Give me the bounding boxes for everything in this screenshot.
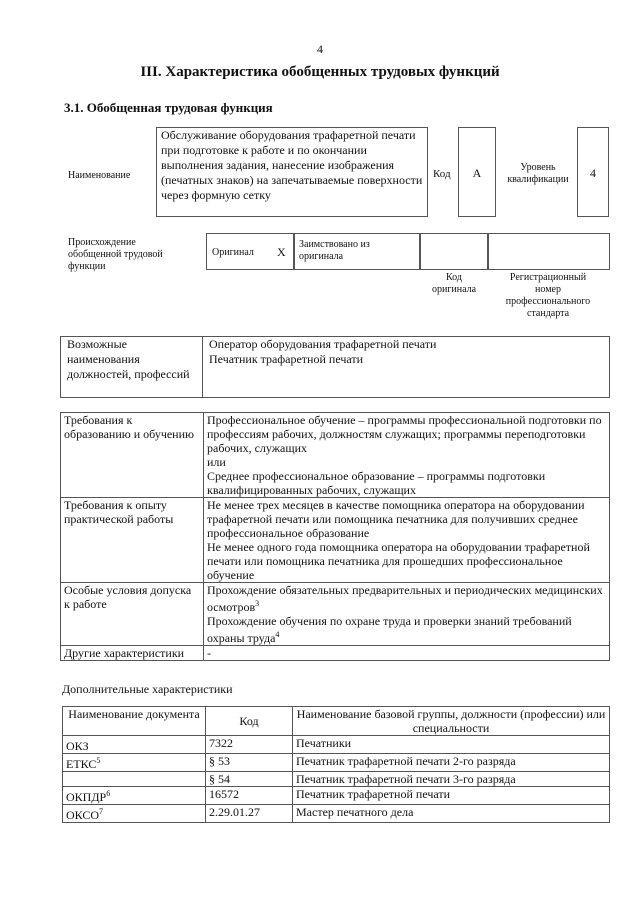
req-line: Профессиональное обучение – программы профессиональной подготовки по профессиям рабочих, должностям служащих; программы переподготовки рабочих, служащих bbox=[207, 413, 602, 455]
req-value bbox=[204, 498, 610, 583]
req-label: Особые условия допуска к работе bbox=[61, 583, 204, 646]
footnote-mark: 3 bbox=[255, 599, 260, 608]
borrowed-cell bbox=[294, 233, 420, 270]
code-value: А bbox=[458, 127, 496, 217]
req-line: Прохождение обязательных предварительных и периодических медицинских осмотров$^3$ bbox=[207, 583, 603, 614]
req-line: Не менее трех месяцев в качестве помощника оператора на оборудовании трафаретной печати или помощника печатника для получивших среднее профессиональное образование bbox=[207, 498, 585, 540]
name-label: Наименование bbox=[68, 170, 131, 181]
table-row bbox=[63, 754, 610, 772]
req-row-experience bbox=[61, 498, 610, 583]
code-cell: § 53 bbox=[206, 754, 293, 772]
original-mark: X bbox=[277, 245, 286, 259]
requirements-table bbox=[60, 412, 610, 661]
position-item: Оператор оборудования трафаретной печати bbox=[209, 337, 437, 351]
req-line: или bbox=[207, 455, 226, 469]
req-value bbox=[204, 583, 610, 646]
original-cell bbox=[206, 233, 294, 270]
doc-cell: ЕТКС$^5$ bbox=[63, 754, 206, 772]
header-name: Наименование базовой группы, должности (профессии) или специальности bbox=[293, 707, 610, 736]
doc-cell: ОКСО$^7$ bbox=[63, 805, 206, 823]
req-line: Прохождение обучения по охране труда и проверки знаний требований охраны труда$^4$ bbox=[207, 614, 572, 645]
original-label: Оригинал bbox=[212, 247, 254, 258]
code-cell: 2.29.01.27 bbox=[206, 805, 293, 823]
header-document: Наименование документа bbox=[63, 707, 206, 736]
section-title: III. Характеристика обобщенных трудовых функций bbox=[140, 64, 500, 80]
doc-cell: ОКЗ bbox=[63, 736, 206, 754]
level-label: Уровень квалификации bbox=[507, 162, 569, 185]
code-cell: § 54 bbox=[206, 772, 293, 787]
reg-number-caption: Регистрационный номер профессионального стандарта bbox=[505, 272, 591, 319]
level-value: 4 bbox=[577, 127, 609, 217]
additional-header-row bbox=[63, 707, 610, 736]
doc-cell: ОКПДР$^6$ bbox=[63, 787, 206, 805]
code-label: Код bbox=[433, 168, 451, 180]
code-cell: 7322 bbox=[206, 736, 293, 754]
name-cell: Мастер печатного дела bbox=[293, 805, 610, 823]
positions-values bbox=[209, 337, 604, 367]
name-cell: Печатник трафаретной печати 2-го разряда bbox=[293, 754, 610, 772]
positions-divider bbox=[202, 337, 203, 397]
name-cell: Печатник трафаретной печати 3-го разряда bbox=[293, 772, 610, 787]
req-label: Требования к опыту практической работы bbox=[61, 498, 204, 583]
table-row bbox=[63, 787, 610, 805]
req-label: Другие характеристики bbox=[61, 646, 204, 661]
subsection-title: 3.1. Обобщенная трудовая функция bbox=[64, 100, 273, 115]
additional-table bbox=[62, 706, 610, 823]
table-row bbox=[63, 736, 610, 754]
name-cell: Печатник трафаретной печати bbox=[293, 787, 610, 805]
additional-title: Дополнительные характеристики bbox=[62, 682, 233, 696]
header-code: Код bbox=[206, 707, 293, 736]
req-line: Не менее одного года помощника оператора на оборудовании трафаретной печати или помощника печатника для прошедших профессиональное обучение bbox=[207, 540, 590, 582]
code-cell: 16572 bbox=[206, 787, 293, 805]
footnote-mark: 4 bbox=[275, 630, 280, 639]
orig-code-cell bbox=[420, 233, 488, 270]
page-number: 4 bbox=[317, 42, 323, 56]
reg-number-cell bbox=[488, 233, 610, 270]
req-row-education bbox=[61, 413, 610, 498]
req-row-other bbox=[61, 646, 610, 661]
function-name-value: Обслуживание оборудования трафаретной печати при подготовке к работе и по окончании выполнения задания, нанесение изображения (печатных знаков) на запечатываемые поверхности через формную сетку bbox=[156, 127, 428, 217]
doc-cell bbox=[63, 772, 206, 787]
req-line: Среднее профессиональное образование – программы подготовки квалифицированных рабочих, служащих bbox=[207, 469, 546, 497]
req-value: - bbox=[204, 646, 610, 661]
req-value bbox=[204, 413, 610, 498]
table-row bbox=[63, 805, 610, 823]
req-label: Требования к образованию и обучению bbox=[61, 413, 204, 498]
borrowed-label: Заимствовано из оригинала bbox=[299, 239, 370, 262]
position-item: Печатник трафаретной печати bbox=[209, 352, 364, 366]
positions-label: Возможные наименования должностей, профессий bbox=[67, 337, 190, 381]
orig-code-caption: Код оригинала bbox=[431, 272, 477, 295]
positions-table bbox=[60, 336, 610, 398]
origin-label: Происхождение обобщенной трудовой функции bbox=[68, 237, 163, 272]
name-cell: Печатники bbox=[293, 736, 610, 754]
req-row-special-conditions bbox=[61, 583, 610, 646]
table-row bbox=[63, 772, 610, 787]
